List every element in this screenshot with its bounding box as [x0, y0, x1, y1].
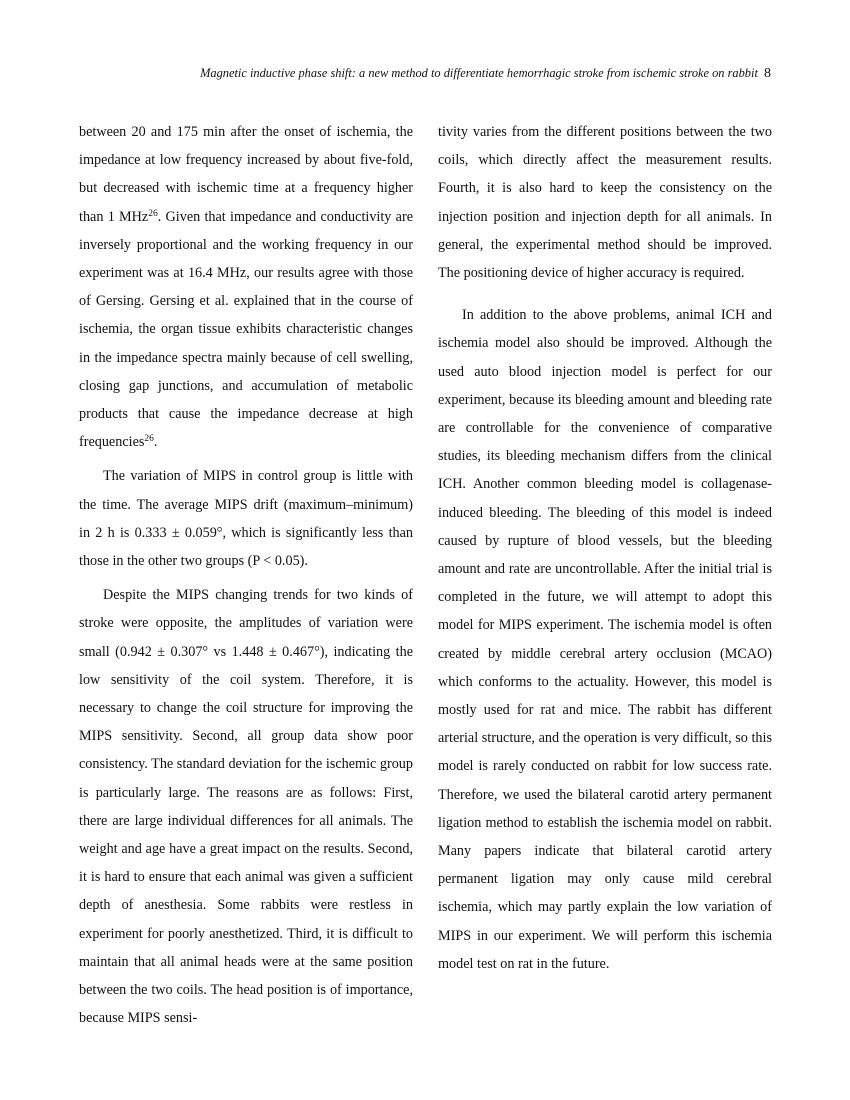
- running-header: [79, 66, 771, 82]
- page-number: 8: [764, 66, 771, 81]
- paragraph-control-group: The variation of MIPS in control group is little with the time. The average MIPS drift (maximum–minimum) in 2 h is 0.333 ± 0.059°, which is significantly less than those in the other two groups (P < 0.05).: [79, 468, 413, 570]
- paragraph-model-improvement: In addition to the above problems, animal ICH and ischemia model also should be improved. Although the used auto blood injection model is perfect for our experiment, because its bleeding amount and bleeding rate are controllable for the convenience of comparative studies, its bleeding mechanism differs from the clinical ICH. Another common bleeding model is collagenase-induced bleeding. The bleeding of this model is indeed caused by rupture of blood vessels, but the bleeding amount and rate are uncontrollable. After the initial trial is completed in the future, we will attempt to adopt this model for MIPS experiment. The ischemia model is often created by middle cerebral artery occlusion (MCAO) which conforms to the actuality. However, this model is mostly used for rat and mice. The rabbit has different arterial structure, and the operation is very difficult, so this model is rarely conducted on rabbit for low success rate. Therefore, we used the bilateral carotid artery permanent ligation method to establish the ischemia model on rabbit. Many papers indicate that bilateral carotid artery permanent ligation may only cause mild cerebral ischemia, which may partly explain the low variation of MIPS in our experiment. We will perform this ischemia model test on rat in the future.: [438, 307, 772, 972]
- running-title: Magnetic inductive phase shift: a new method to differentiate hemorrhagic stroke from ischemic stroke on rabbit: [200, 66, 758, 80]
- paragraph-limitations-continued: tivity varies from the different positions between the two coils, which directly affect the measurement results. Fourth, it is also hard to keep the consistency on the injection position and injection depth for all animals. In general, the experimental method should be improved. The positioning device of higher accuracy is required.: [438, 124, 772, 282]
- citation-ref: 26: [144, 434, 154, 445]
- left-column: [79, 118, 413, 1033]
- paragraph-text: . Given that impedance and conductivity are inversely proportional and the working frequency in our experiment was at 16.4 MHz, our results agree with those of Gersing. Gersing et al. explained that in the course of ischemia, the organ tissue exhibits characteristic changes in the impedance spectra mainly because of cell swelling, closing gap junctions, and accumulation of metabolic products that cause the impedance decrease at high frequencies: [79, 208, 413, 451]
- paragraph-text: .: [153, 434, 158, 451]
- paragraph-limitations: Despite the MIPS changing trends for two kinds of stroke were opposite, the amplitudes of variation were small (0.942 ± 0.307° vs 1.448 ± 0.467°), indicating the low sensitivity of the coil system. Therefore, it is necessary to change the coil structure for improving the MIPS sensitivity. Second, all group data show poor consistency. The standard deviation for the ischemic group is particularly large. The reasons are as follows: First, there are large individual differences for all animals. The weight and age have a great impact on the results. Second, it is hard to ensure that each animal was given a sufficient depth of anesthesia. Some rabbits were restless in experiment for poorly anesthetized. Third, it is difficult to maintain that all animal heads were at the same position between the two coils. The head position is of importance, because MIPS sensi-: [79, 587, 413, 1027]
- paragraph-text: between 20 and 175 min after the onset of ischemia, the impedance at low frequency increased by about five-fold, but decreased with ischemic time at a frequency higher than 1 MHz: [79, 124, 413, 225]
- citation-ref: 26: [148, 208, 158, 219]
- right-column: [438, 118, 772, 978]
- paragraph-impedance-discussion: [79, 118, 413, 456]
